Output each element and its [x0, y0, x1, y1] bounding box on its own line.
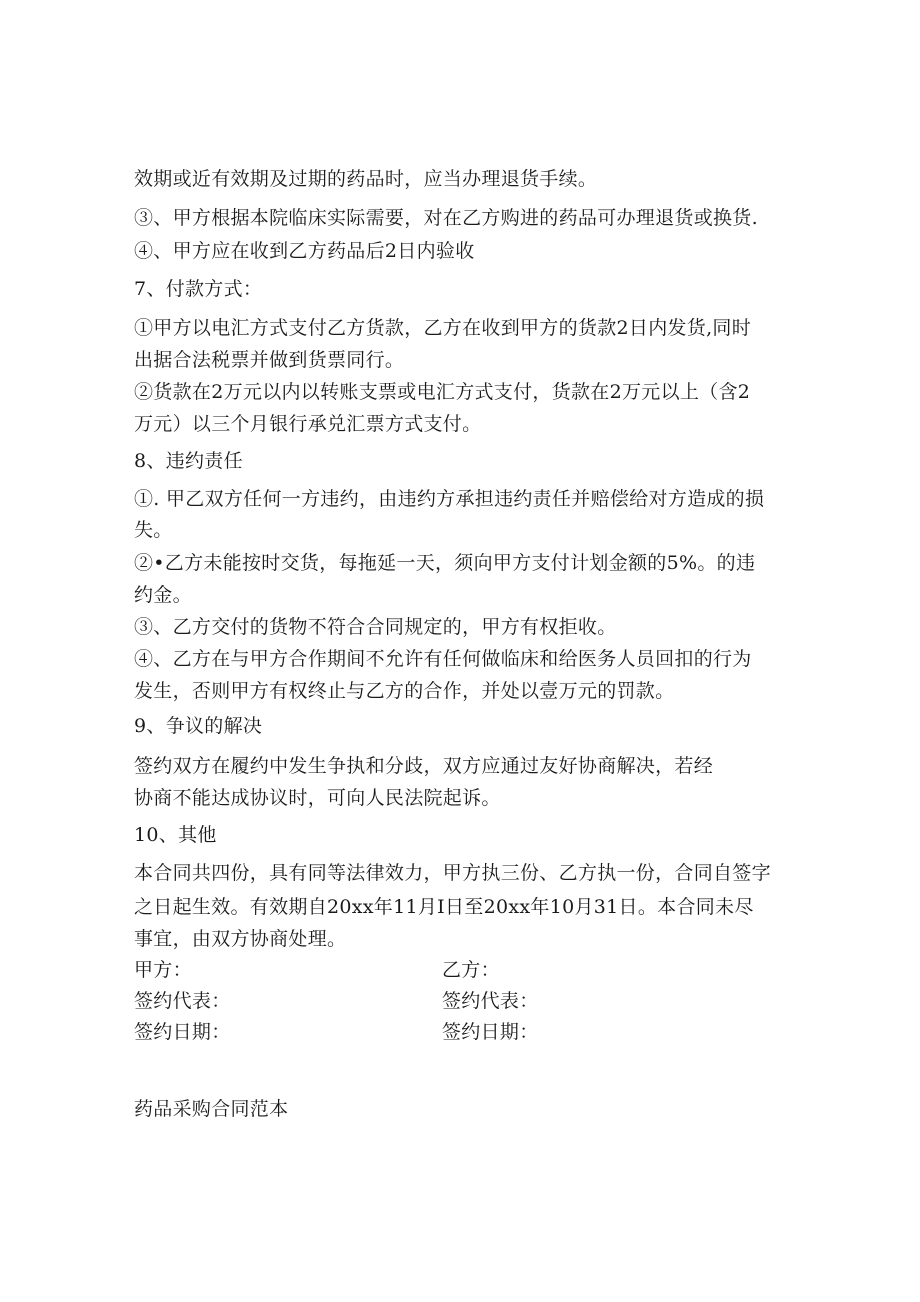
party-b-date-label: 签约日期：: [442, 1021, 539, 1043]
dispute-line1: 签约双方在履约中发生争执和分歧，双方应通过友好协商解决，若经: [134, 755, 714, 777]
liability-clause-1-line1: ①. 甲乙双方任何一方违约，由违约方承担违约责任并赔偿给对方造成的损: [134, 488, 765, 510]
payment-clause-2-line2: 万元）以三个月银行承兑汇票方式支付。: [134, 413, 482, 435]
party-a-date-label: 签约日期：: [134, 1021, 231, 1043]
liability-clause-2-line2: 约金。: [134, 584, 192, 606]
liability-clause-4-line2: 发生，否则甲方有权终止与乙方的合作，并处以壹万元的罚款。: [134, 680, 675, 702]
party-b-representative-label: 签约代表：: [442, 990, 539, 1012]
liability-clause-1-line2: 失。: [134, 519, 173, 541]
liability-clause-4-line1: ④、乙方在与甲方合作期间不允许有任何做临床和给医务人员回扣的行为: [134, 648, 752, 670]
body-line: 效期或近有效期及过期的药品时，应当办理退货手续。: [134, 168, 598, 190]
other-line2: 之日起生效。有效期自20xx年11月I日至20xx年10月31日。本合同未尽: [134, 896, 754, 918]
section-heading-payment: 7、付款方式：: [134, 278, 263, 300]
other-line1: 本合同共四份，具有同等法律效力，甲方执三份、乙方执一份，合同自签字: [134, 862, 771, 884]
party-a-representative-label: 签约代表：: [134, 990, 231, 1012]
section-heading-other: 10、其他: [134, 824, 217, 846]
section-heading-dispute: 9、争议的解决: [134, 715, 263, 737]
clause-3-line: ③、甲方根据本院临床实际需要，对在乙方购进的药品可办理退货或换货.: [134, 207, 758, 229]
other-line3: 事宜，由双方协商处理。: [134, 928, 347, 950]
liability-clause-3-line: ③、乙方交付的货物不符合合同规定的，甲方有权拒收。: [134, 616, 617, 638]
party-a-label: 甲方：: [134, 959, 192, 981]
section-heading-liability: 8、违约责任: [134, 450, 243, 472]
payment-clause-1-line1: ①甲方以电汇方式支付乙方货款，乙方在收到甲方的货款2日内发货,同时: [134, 317, 752, 339]
footer-document-title: 药品采购合同范本: [134, 1098, 289, 1120]
payment-clause-1-line2: 出据合法税票并做到货票同行。: [134, 349, 405, 371]
payment-clause-2-line1: ②货款在2万元以内以转账支票或电汇方式支付，货款在2万元以上（含2: [134, 381, 751, 403]
clause-4-line: ④、甲方应在收到乙方药品后2日内验收: [134, 240, 475, 262]
dispute-line2: 协商不能达成协议时，可向人民法院起诉。: [134, 787, 501, 809]
party-b-label: 乙方：: [442, 959, 500, 981]
liability-clause-2-line1: ②•乙方未能按时交货，每拖延一天，须向甲方支付计划金额的5%。的违: [134, 552, 756, 574]
